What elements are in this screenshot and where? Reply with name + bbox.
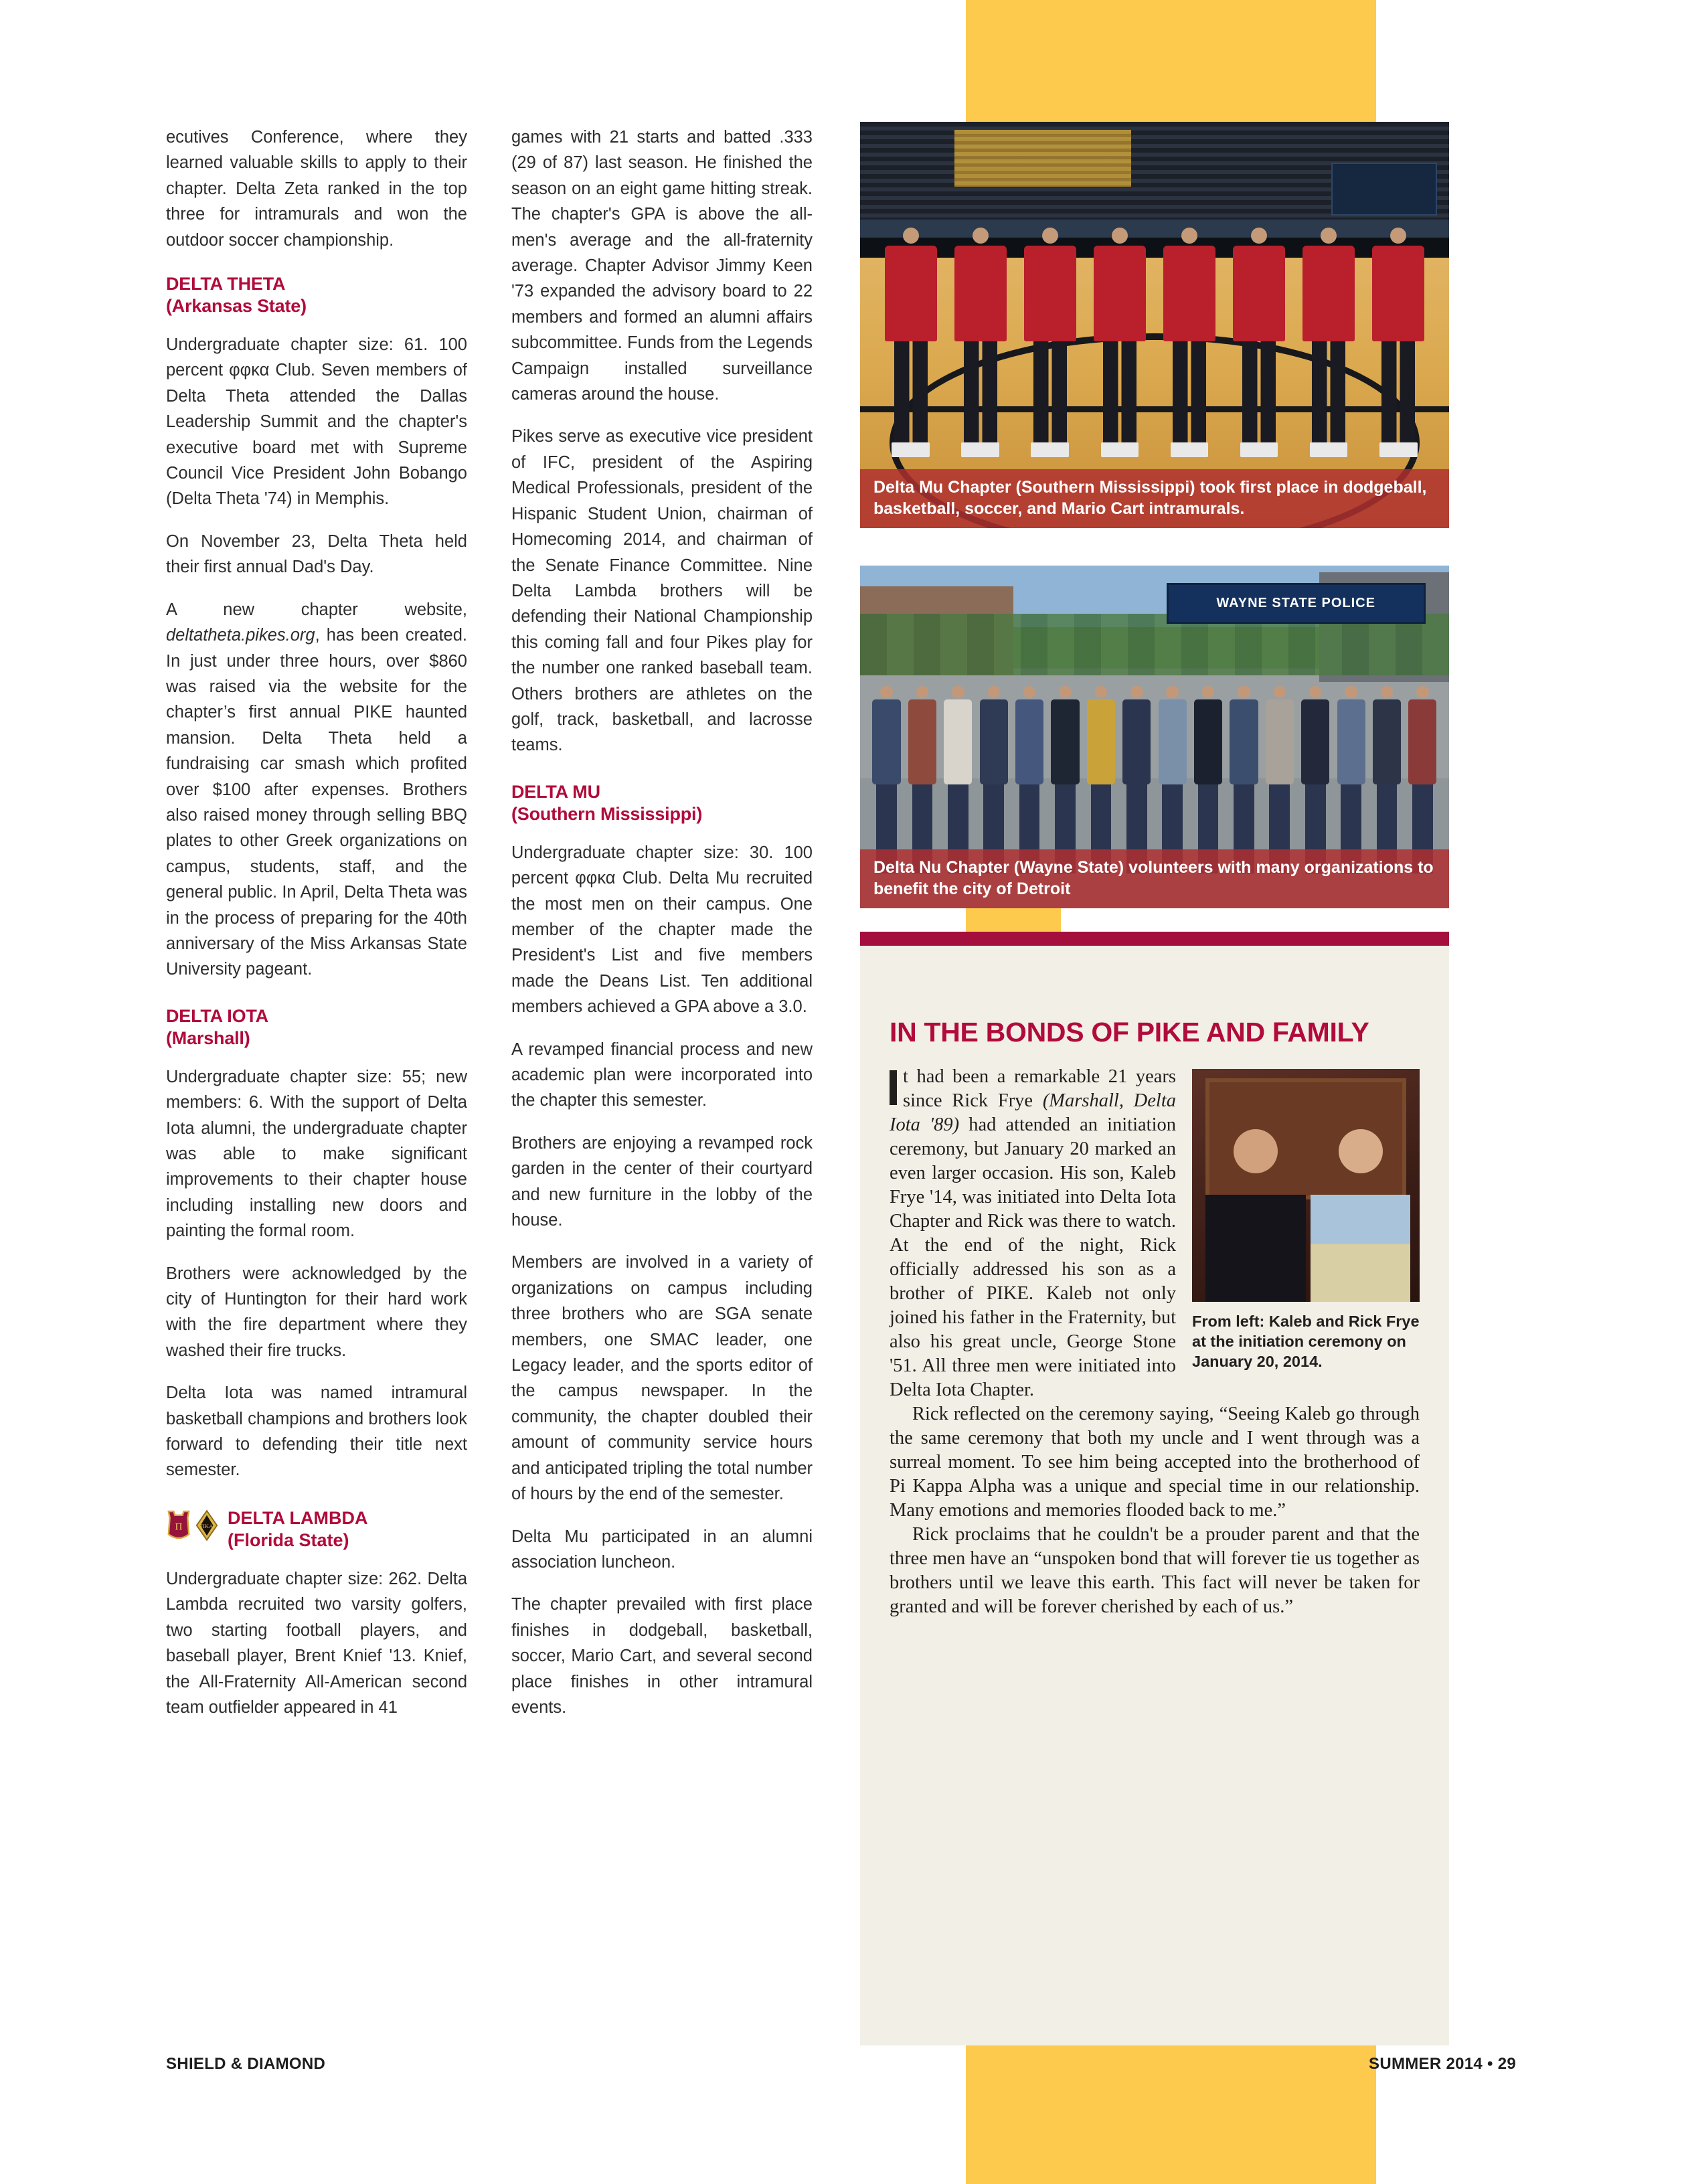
paragraph: Delta Iota was named intramural basketball champions and brothers look forward to defending their title next semester.: [166, 1383, 467, 1480]
paragraph: Brothers were acknowledged by the city of Huntington for their hard work with the fire department where they washed their fire trucks.: [166, 1264, 467, 1360]
paragraph: A new chapter website, deltatheta.pikes.org, has been created. In just under three hours, over $860 was raised via the website for the chapter’s first annual PIKE haunted mansion. Delta Theta held a fundraising car smash which profited over $100 after expenses. Brothers also raised money through selling BBQ plates to other Greek organizations on campus, students, staff, and the general public. In April, Delta Theta was in the process of preparing for the 40th anniversary of the Miss Arkansas State University pageant.: [166, 600, 467, 979]
chapter-name: DELTA THETA: [166, 274, 286, 295]
paragraph: On November 23, Delta Theta held their first annual Dad's Day.: [166, 531, 467, 577]
chapter-school: (Florida State): [228, 1529, 349, 1550]
svg-text:Π: Π: [175, 1521, 183, 1533]
gym-photo-illustration: [860, 122, 1449, 528]
person-rick: [1311, 1129, 1411, 1302]
chapter-school: (Arkansas State): [166, 296, 307, 317]
feature-paragraph-2: Rick reflected on the ceremony saying, “Seeing Kaleb go through the same ceremony that both my uncle and I went through was a surreal moment. To see him being accepted into the brotherhood of Pi Kappa Alpha was a unique and special time in our relationship. Many emotions and memories flooded back to me.”: [890, 1404, 1420, 1521]
lead-text: t had been a remarkable 21 years since Rick Frye: [903, 1066, 1176, 1111]
player: [884, 228, 938, 479]
chapter-school: (Marshall): [166, 1027, 250, 1048]
photo-delta-nu-volunteers: [860, 566, 1449, 908]
feature-paragraph-3: Rick proclaims that he couldn't be a prouder parent and that the three men have an “unspoken bond that will forever tie us together as brothers until we leave this earth. This fact will never be taken for granted and will be forever cherished by each of us.”: [890, 1524, 1420, 1617]
player: [1163, 228, 1217, 479]
feature-article: [860, 946, 1449, 2045]
person-kaleb: [1205, 1129, 1306, 1302]
byline-italic: (Marshall, Delta Iota '89): [890, 1090, 1176, 1135]
paragraph: Brothers are enjoying a revamped rock garden in the center of their courtyard and new furniture in the lobby of the house.: [511, 1133, 813, 1230]
paragraph: Delta Mu participated in an alumni association luncheon.: [511, 1527, 813, 1572]
player: [1302, 228, 1356, 479]
chapter-heading-delta-mu: [511, 781, 813, 825]
player-group: [884, 228, 1426, 479]
paragraph: The chapter prevailed with first place finishes in dodgeball, basketball, soccer, Mario Cart, and several second place finishes in other intramural events.: [511, 1595, 813, 1717]
player: [1023, 228, 1077, 479]
player: [1232, 228, 1286, 479]
paragraph: Members are involved in a variety of organizations on campus including three brothers who are SGA senate members, one SMAC leader, one Legacy leader, and the sports editor of the campus newspaper. In the community, the chapter doubled their amount of community service hours and anticipated tripling the total number of hours by the end of the semester.: [511, 1253, 813, 1504]
feature-title: IN THE BONDS OF PIKE AND FAMILY: [890, 1017, 1369, 1047]
chapter-school: (Southern Mississippi): [511, 803, 703, 824]
photo-delta-mu-intramurals: [860, 122, 1449, 528]
feature-photo-block: [1192, 1069, 1420, 1371]
paragraph: Undergraduate chapter size: 262. Delta Lambda recruited two varsity golfers, two starting football players, and baseball player, Brent Knief '13. Knief, the All-Fraternity All-American second team outfielder appeared in 41: [166, 1569, 467, 1717]
feature-body: [890, 1065, 1420, 1619]
arena-banner: [1331, 163, 1437, 216]
player: [1371, 228, 1426, 479]
paragraph: Undergraduate chapter size: 30. 100 percent φφκα Club. Delta Mu recruited the most men on their campus. One member of the chapter made the President's List and five members made the Deans List. Ten additional members achieved a GPA above a 3.0.: [511, 843, 813, 1017]
feature-photo-caption: From left: Kaleb and Rick Frye at the initiation ceremony on January 20, 2014.: [1192, 1313, 1420, 1370]
text-column-2: [511, 124, 813, 1720]
chapter-heading-delta-theta: [166, 273, 467, 317]
paragraph: A revamped financial process and new academic plan were incorporated into the chapter this semester.: [511, 1039, 813, 1110]
paragraph: games with 21 starts and batted .333 (29 of 87) last season. He finished the season on an eight game hitting streak. The chapter's GPA is above the all-men's average and the all-fraternity average. Chapter Advisor Jimmy Keen '73 expanded the advisory board to 22 members and formed an alumni affairs subcommittee. Funds from the Legends Campaign installed surveillance cameras around the house.: [511, 128, 813, 404]
chapter-heading-text: [228, 1507, 367, 1551]
paragraph: Undergraduate chapter size: 55; new members: 6. With the support of Delta Iota alumni, the undergraduate chapter was able to make significant improvements to their chapter house including installing new doors and painting the formal room.: [166, 1067, 467, 1241]
body-text: had attended an initiation ceremony, but January 20 marked an even larger occasion. His son, Kaleb Frye '14, was initiated into Delta Iota Chapter and Rick was there to watch. At the end of the night, Rick officially addressed his son as a brother of PIKE. Kaleb not only joined his father in the Fraternity, but also his great uncle, George Stone '51. All three men were initiated into Delta Iota Chapter.: [890, 1114, 1177, 1400]
photo-caption: Delta Mu Chapter (Southern Mississippi) took first place in dodgeball, basketball, soccer, and Mario Cart intramurals.: [860, 469, 1449, 528]
text-column-1: [166, 124, 467, 1720]
chapter-name: DELTA IOTA: [166, 1005, 268, 1026]
decorative-yellow-band-top: [966, 0, 1376, 127]
chapter-heading-delta-iota: [166, 1005, 467, 1049]
bleachers-yellow-section: [954, 130, 1131, 187]
footer-issue-and-page: SUMMER 2014 • 29: [1369, 2055, 1516, 2073]
paragraph: Undergraduate chapter size: 61. 100 percent φφκα Club. Seven members of Delta Theta attended the Dallas Leadership Summit and the chapter's executive board met with Supreme Council Vice President John Bobango (Delta Theta '74) in Memphis.: [166, 335, 467, 509]
player: [1092, 228, 1147, 479]
player: [953, 228, 1007, 479]
website-italic: deltatheta.pikes.org: [166, 626, 315, 645]
paragraph: Pikes serve as executive vice president of IFC, president of the Aspiring Medical Professionals, president of the Hispanic Student Union, chairman of Homecoming 2014, and chairman of the Senate Finance Committee. Nine Delta Lambda brothers will be defending their National Championship this coming fall and four Pikes play for the number one ranked baseball team. Others brothers are athletes on the golf, track, basketball, and lacrosse teams.: [511, 427, 813, 755]
chapter-name: DELTA LAMBDA: [228, 1507, 368, 1528]
footer-publication-name: SHIELD & DIAMOND: [166, 2055, 326, 2073]
drop-cap-bar: [890, 1070, 897, 1105]
photo-caption: Delta Nu Chapter (Wayne State) volunteers with many organizations to benefit the city of Detroit: [860, 849, 1449, 908]
diamond-badge-icon: [194, 1509, 220, 1542]
chapter-badges: [166, 1507, 220, 1542]
svg-text:ΠKA: ΠKA: [200, 1522, 214, 1529]
chapter-heading-delta-lambda: [166, 1507, 467, 1551]
paragraph-continuation: ecutives Conference, where they learned valuable skills to apply to their chapter. Delta Zeta ranked in the top three for intramurals and won the outdoor soccer championship.: [166, 128, 467, 250]
chapter-name: DELTA MU: [511, 781, 600, 802]
feature-photo: [1192, 1069, 1420, 1302]
shield-badge-icon: [166, 1509, 191, 1542]
decorative-yellow-band-bottom: [966, 2045, 1376, 2184]
wayne-state-police-sign: WAYNE STATE POLICE: [1167, 583, 1426, 624]
